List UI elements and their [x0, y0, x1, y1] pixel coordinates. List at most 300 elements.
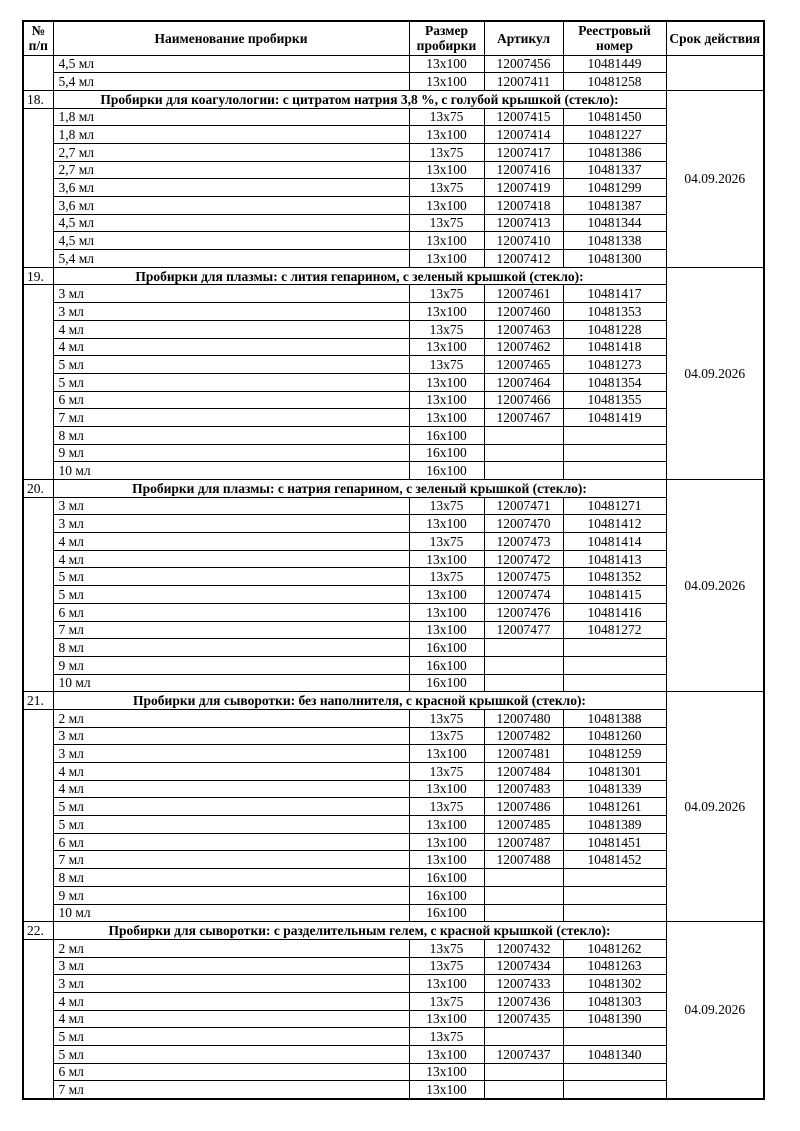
tube-size-cell: 16x100: [409, 869, 484, 887]
tube-size-cell: 13x75: [409, 727, 484, 745]
registry-number-cell: [563, 1028, 666, 1046]
registry-number-cell: 10481386: [563, 143, 666, 161]
header-tube-name: Наименование пробирки: [53, 21, 409, 55]
registry-number-cell: 10481337: [563, 161, 666, 179]
table-row: [23, 391, 764, 409]
table-row: [23, 285, 764, 303]
registry-number-cell: 10481412: [563, 515, 666, 533]
tube-name-cell: 6 мл: [53, 833, 409, 851]
header-tube-size: Размер пробирки: [409, 21, 484, 55]
tube-name-cell: 5 мл: [53, 798, 409, 816]
registry-number-cell: [563, 869, 666, 887]
registry-number-cell: [563, 1063, 666, 1081]
validity-cell: 04.09.2026: [666, 922, 764, 1099]
article-cell: [484, 426, 563, 444]
registry-number-cell: 10481263: [563, 957, 666, 975]
tube-name-cell: 4 мл: [53, 780, 409, 798]
tube-size-cell: 13x100: [409, 780, 484, 798]
article-cell: 12007488: [484, 851, 563, 869]
tube-size-cell: 13x75: [409, 320, 484, 338]
registry-number-cell: 10481452: [563, 851, 666, 869]
table-row: [23, 780, 764, 798]
section-number-cell: 21.: [23, 692, 53, 710]
table-row: [23, 833, 764, 851]
section-header-row: [23, 480, 764, 498]
registry-number-cell: [563, 426, 666, 444]
table-header-row: [23, 21, 764, 55]
tube-size-cell: 13x100: [409, 161, 484, 179]
article-cell: 12007437: [484, 1046, 563, 1064]
table-row: [23, 108, 764, 126]
article-cell: 12007484: [484, 763, 563, 781]
article-cell: 12007465: [484, 356, 563, 374]
tube-name-cell: 5 мл: [53, 1028, 409, 1046]
article-cell: 12007461: [484, 285, 563, 303]
row-number-spacer-cell: [23, 497, 53, 692]
tube-size-cell: 13x100: [409, 975, 484, 993]
article-cell: [484, 462, 563, 480]
header-article: Артикул: [484, 21, 563, 55]
article-cell: 12007472: [484, 550, 563, 568]
tube-name-cell: 3 мл: [53, 285, 409, 303]
tube-name-cell: 7 мл: [53, 409, 409, 427]
tube-size-cell: 16x100: [409, 426, 484, 444]
registry-number-cell: 10481302: [563, 975, 666, 993]
table-body: [23, 55, 764, 1099]
registry-number-cell: 10481259: [563, 745, 666, 763]
tube-name-cell: 8 мл: [53, 869, 409, 887]
tube-size-cell: 13x100: [409, 833, 484, 851]
header-registry-number: Реестровый номер: [563, 21, 666, 55]
tube-size-cell: 13x75: [409, 939, 484, 957]
tube-size-cell: 13x100: [409, 1046, 484, 1064]
registry-number-cell: 10481387: [563, 197, 666, 215]
table-row: [23, 161, 764, 179]
table-row: [23, 886, 764, 904]
tube-name-cell: 9 мл: [53, 886, 409, 904]
table-row: [23, 409, 764, 427]
registry-number-cell: 10481228: [563, 320, 666, 338]
article-cell: [484, 886, 563, 904]
registry-number-cell: 10481344: [563, 214, 666, 232]
tube-name-cell: 4,5 мл: [53, 232, 409, 250]
tube-size-cell: 16x100: [409, 462, 484, 480]
registry-number-cell: 10481299: [563, 179, 666, 197]
article-cell: [484, 869, 563, 887]
registry-number-cell: 10481355: [563, 391, 666, 409]
tube-size-cell: 16x100: [409, 886, 484, 904]
tube-name-cell: 4 мл: [53, 320, 409, 338]
validity-cell: 04.09.2026: [666, 692, 764, 922]
tube-name-cell: 3 мл: [53, 515, 409, 533]
article-cell: 12007434: [484, 957, 563, 975]
article-cell: 12007476: [484, 603, 563, 621]
table-row: [23, 1010, 764, 1028]
registry-number-cell: 10481388: [563, 709, 666, 727]
tube-name-cell: 7 мл: [53, 1081, 409, 1099]
registry-number-cell: 10481271: [563, 497, 666, 515]
validity-cell: 04.09.2026: [666, 90, 764, 267]
registry-number-cell: 10481451: [563, 833, 666, 851]
section-title-cell: Пробирки для сыворотки: с разделительным гелем, с красной крышкой (стекло):: [53, 922, 666, 940]
article-cell: 12007417: [484, 143, 563, 161]
tube-name-cell: 4 мл: [53, 992, 409, 1010]
table-row: [23, 1081, 764, 1099]
tube-name-cell: 7 мл: [53, 851, 409, 869]
table-row: [23, 444, 764, 462]
tube-size-cell: 13x75: [409, 214, 484, 232]
table-row: [23, 975, 764, 993]
registry-number-cell: [563, 904, 666, 922]
tube-name-cell: 7 мл: [53, 621, 409, 639]
tube-size-cell: 13x75: [409, 763, 484, 781]
table-row: [23, 338, 764, 356]
registry-number-cell: 10481300: [563, 250, 666, 268]
table-row: [23, 674, 764, 692]
tube-name-cell: 4,5 мл: [53, 55, 409, 73]
table-row: [23, 568, 764, 586]
header-row-number: № п/п: [23, 21, 53, 55]
tube-size-cell: 16x100: [409, 444, 484, 462]
table-row: [23, 656, 764, 674]
table-row: [23, 798, 764, 816]
tube-size-cell: 13x100: [409, 338, 484, 356]
registry-number-cell: 10481227: [563, 126, 666, 144]
table-row: [23, 55, 764, 73]
article-cell: 12007460: [484, 303, 563, 321]
registry-number-cell: 10481258: [563, 73, 666, 91]
tube-size-cell: 13x75: [409, 798, 484, 816]
article-cell: 12007481: [484, 745, 563, 763]
table-row: [23, 232, 764, 250]
table-row: [23, 550, 764, 568]
tube-size-cell: 13x100: [409, 373, 484, 391]
row-number-spacer-cell: [23, 55, 53, 90]
article-cell: [484, 1028, 563, 1046]
section-header-row: [23, 692, 764, 710]
section-number-cell: 18.: [23, 90, 53, 108]
article-cell: 12007470: [484, 515, 563, 533]
section-header-row: [23, 922, 764, 940]
tube-size-cell: 13x100: [409, 745, 484, 763]
table-row: [23, 126, 764, 144]
tube-name-cell: 3 мл: [53, 745, 409, 763]
article-cell: 12007483: [484, 780, 563, 798]
tube-name-cell: 2 мл: [53, 709, 409, 727]
tube-size-cell: 13x75: [409, 709, 484, 727]
table-row: [23, 727, 764, 745]
article-cell: 12007416: [484, 161, 563, 179]
section-title-cell: Пробирки для сыворотки: без наполнителя, с красной крышкой (стекло):: [53, 692, 666, 710]
registry-number-cell: [563, 444, 666, 462]
registry-number-cell: 10481416: [563, 603, 666, 621]
table-row: [23, 603, 764, 621]
registry-number-cell: [563, 886, 666, 904]
article-cell: 12007482: [484, 727, 563, 745]
table-row: [23, 179, 764, 197]
tube-name-cell: 10 мл: [53, 904, 409, 922]
table-row: [23, 904, 764, 922]
registry-number-cell: 10481261: [563, 798, 666, 816]
tube-name-cell: 8 мл: [53, 639, 409, 657]
article-cell: 12007475: [484, 568, 563, 586]
tube-size-cell: 13x75: [409, 179, 484, 197]
table-row: [23, 143, 764, 161]
registry-number-cell: 10481301: [563, 763, 666, 781]
table-row: [23, 1063, 764, 1081]
table-row: [23, 356, 764, 374]
tube-size-cell: 13x75: [409, 568, 484, 586]
registry-number-cell: 10481303: [563, 992, 666, 1010]
tube-size-cell: 13x100: [409, 603, 484, 621]
article-cell: 12007462: [484, 338, 563, 356]
registry-number-cell: [563, 1081, 666, 1099]
section-number-cell: 22.: [23, 922, 53, 940]
table-row: [23, 533, 764, 551]
table-row: [23, 745, 764, 763]
article-cell: [484, 444, 563, 462]
table-row: [23, 250, 764, 268]
tube-size-cell: 16x100: [409, 904, 484, 922]
registry-number-cell: 10481260: [563, 727, 666, 745]
tube-name-cell: 3 мл: [53, 727, 409, 745]
tube-name-cell: 5 мл: [53, 1046, 409, 1064]
article-cell: 12007411: [484, 73, 563, 91]
article-cell: [484, 639, 563, 657]
registry-number-cell: 10481354: [563, 373, 666, 391]
table-row: [23, 1028, 764, 1046]
section-header-row: [23, 90, 764, 108]
section-title-cell: Пробирки для плазмы: с натрия гепарином, с зеленый крышкой (стекло):: [53, 480, 666, 498]
article-cell: 12007419: [484, 179, 563, 197]
registry-number-cell: 10481449: [563, 55, 666, 73]
table-row: [23, 1046, 764, 1064]
tube-size-cell: 13x100: [409, 126, 484, 144]
article-cell: 12007471: [484, 497, 563, 515]
article-cell: 12007485: [484, 816, 563, 834]
article-cell: 12007464: [484, 373, 563, 391]
tube-name-cell: 1,8 мл: [53, 126, 409, 144]
registry-number-cell: [563, 674, 666, 692]
tube-size-cell: 13x75: [409, 992, 484, 1010]
registry-number-cell: [563, 656, 666, 674]
article-cell: 12007456: [484, 55, 563, 73]
tube-name-cell: 5 мл: [53, 586, 409, 604]
tube-name-cell: 5 мл: [53, 816, 409, 834]
article-cell: 12007487: [484, 833, 563, 851]
table-row: [23, 320, 764, 338]
tube-name-cell: 5,4 мл: [53, 73, 409, 91]
tube-size-cell: 13x100: [409, 621, 484, 639]
tube-size-cell: 13x100: [409, 1081, 484, 1099]
header-validity: Срок действия: [666, 21, 764, 55]
tube-name-cell: 4 мл: [53, 550, 409, 568]
article-cell: [484, 1063, 563, 1081]
table-row: [23, 709, 764, 727]
section-number-cell: 20.: [23, 480, 53, 498]
table-row: [23, 851, 764, 869]
table-row: [23, 197, 764, 215]
tube-size-cell: 16x100: [409, 639, 484, 657]
registry-number-cell: 10481414: [563, 533, 666, 551]
row-number-spacer-cell: [23, 709, 53, 921]
tube-size-cell: 13x100: [409, 816, 484, 834]
tube-name-cell: 3 мл: [53, 303, 409, 321]
tube-name-cell: 4 мл: [53, 338, 409, 356]
table-row: [23, 373, 764, 391]
tube-name-cell: 4 мл: [53, 533, 409, 551]
registry-number-cell: 10481419: [563, 409, 666, 427]
table-row: [23, 763, 764, 781]
tube-size-cell: 13x75: [409, 356, 484, 374]
registry-number-cell: [563, 462, 666, 480]
tube-size-cell: 13x75: [409, 143, 484, 161]
tube-size-cell: 13x100: [409, 586, 484, 604]
registry-number-cell: 10481272: [563, 621, 666, 639]
tube-name-cell: 2 мл: [53, 939, 409, 957]
table-row: [23, 639, 764, 657]
tube-size-cell: 13x100: [409, 409, 484, 427]
article-cell: 12007415: [484, 108, 563, 126]
table-row: [23, 957, 764, 975]
tube-size-cell: 13x75: [409, 285, 484, 303]
table-row: [23, 992, 764, 1010]
tube-name-cell: 9 мл: [53, 656, 409, 674]
tube-size-cell: 13x100: [409, 303, 484, 321]
tube-name-cell: 4 мл: [53, 763, 409, 781]
table-row: [23, 214, 764, 232]
article-cell: 12007474: [484, 586, 563, 604]
registry-number-cell: 10481415: [563, 586, 666, 604]
registry-number-cell: 10481352: [563, 568, 666, 586]
tube-name-cell: 4 мл: [53, 1010, 409, 1028]
article-cell: 12007435: [484, 1010, 563, 1028]
tube-name-cell: 3 мл: [53, 497, 409, 515]
table-row: [23, 497, 764, 515]
article-cell: 12007413: [484, 214, 563, 232]
registry-number-cell: 10481389: [563, 816, 666, 834]
tube-name-cell: 8 мл: [53, 426, 409, 444]
tube-size-cell: 13x75: [409, 957, 484, 975]
tube-size-cell: 13x100: [409, 1010, 484, 1028]
registry-number-cell: 10481339: [563, 780, 666, 798]
registry-number-cell: 10481413: [563, 550, 666, 568]
tube-size-cell: 13x100: [409, 550, 484, 568]
table-row: [23, 462, 764, 480]
article-cell: 12007466: [484, 391, 563, 409]
tube-name-cell: 3,6 мл: [53, 179, 409, 197]
tube-size-cell: 13x100: [409, 55, 484, 73]
tube-size-cell: 13x100: [409, 232, 484, 250]
article-cell: 12007463: [484, 320, 563, 338]
tube-registry-table: [22, 20, 765, 1100]
tube-name-cell: 2,7 мл: [53, 143, 409, 161]
tube-name-cell: 4,5 мл: [53, 214, 409, 232]
article-cell: [484, 1081, 563, 1099]
row-number-spacer-cell: [23, 108, 53, 267]
tube-name-cell: 10 мл: [53, 462, 409, 480]
article-cell: 12007432: [484, 939, 563, 957]
registry-number-cell: 10481418: [563, 338, 666, 356]
tube-size-cell: 13x75: [409, 533, 484, 551]
tube-name-cell: 3 мл: [53, 975, 409, 993]
registry-number-cell: 10481353: [563, 303, 666, 321]
tube-name-cell: 6 мл: [53, 603, 409, 621]
tube-name-cell: 5 мл: [53, 568, 409, 586]
section-number-cell: 19.: [23, 267, 53, 285]
article-cell: 12007412: [484, 250, 563, 268]
article-cell: 12007473: [484, 533, 563, 551]
validity-cell: [666, 55, 764, 90]
registry-number-cell: 10481450: [563, 108, 666, 126]
article-cell: 12007477: [484, 621, 563, 639]
section-title-cell: Пробирки для коагулологии: с цитратом натрия 3,8 %, с голубой крышкой (стекло):: [53, 90, 666, 108]
table-row: [23, 621, 764, 639]
tube-size-cell: 13x100: [409, 515, 484, 533]
table-row: [23, 586, 764, 604]
registry-number-cell: 10481417: [563, 285, 666, 303]
registry-number-cell: 10481273: [563, 356, 666, 374]
article-cell: 12007436: [484, 992, 563, 1010]
article-cell: 12007433: [484, 975, 563, 993]
tube-name-cell: 10 мл: [53, 674, 409, 692]
article-cell: 12007418: [484, 197, 563, 215]
table-row: [23, 939, 764, 957]
table-row: [23, 816, 764, 834]
row-number-spacer-cell: [23, 939, 53, 1098]
registry-number-cell: [563, 639, 666, 657]
registry-number-cell: 10481390: [563, 1010, 666, 1028]
tube-name-cell: 6 мл: [53, 391, 409, 409]
tube-name-cell: 2,7 мл: [53, 161, 409, 179]
article-cell: 12007480: [484, 709, 563, 727]
row-number-spacer-cell: [23, 285, 53, 480]
registry-number-cell: 10481262: [563, 939, 666, 957]
article-cell: [484, 674, 563, 692]
tube-size-cell: 13x100: [409, 1063, 484, 1081]
table-row: [23, 303, 764, 321]
validity-cell: 04.09.2026: [666, 480, 764, 692]
table-row: [23, 869, 764, 887]
registry-number-cell: 10481340: [563, 1046, 666, 1064]
article-cell: [484, 656, 563, 674]
registry-number-cell: 10481338: [563, 232, 666, 250]
tube-name-cell: 5 мл: [53, 373, 409, 391]
tube-size-cell: 16x100: [409, 656, 484, 674]
tube-name-cell: 5 мл: [53, 356, 409, 374]
tube-name-cell: 5,4 мл: [53, 250, 409, 268]
tube-name-cell: 3 мл: [53, 957, 409, 975]
table-row: [23, 73, 764, 91]
tube-size-cell: 13x75: [409, 1028, 484, 1046]
tube-size-cell: 16x100: [409, 674, 484, 692]
tube-name-cell: 6 мл: [53, 1063, 409, 1081]
article-cell: 12007467: [484, 409, 563, 427]
tube-size-cell: 13x100: [409, 391, 484, 409]
article-cell: 12007486: [484, 798, 563, 816]
tube-size-cell: 13x75: [409, 497, 484, 515]
table-row: [23, 426, 764, 444]
section-header-row: [23, 267, 764, 285]
tube-name-cell: 1,8 мл: [53, 108, 409, 126]
tube-size-cell: 13x100: [409, 197, 484, 215]
article-cell: 12007410: [484, 232, 563, 250]
tube-name-cell: 3,6 мл: [53, 197, 409, 215]
table-header: [23, 21, 764, 55]
tube-size-cell: 13x100: [409, 250, 484, 268]
article-cell: [484, 904, 563, 922]
tube-name-cell: 9 мл: [53, 444, 409, 462]
